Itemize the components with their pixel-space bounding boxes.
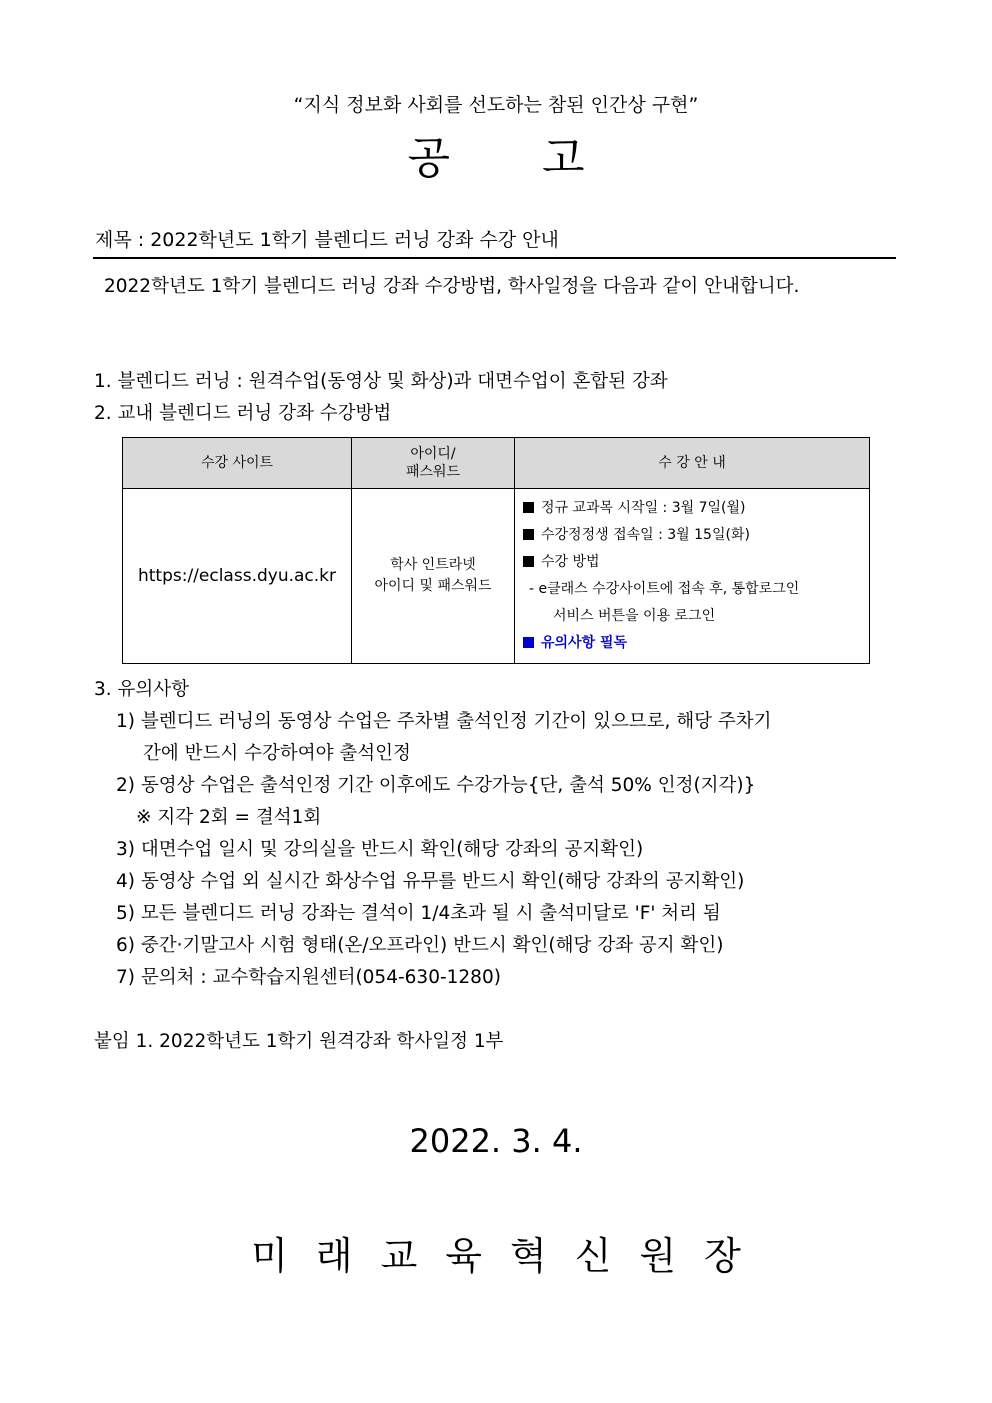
issue-date: 2022. 3. 4. <box>409 1122 583 1160</box>
header-site: 수강 사이트 <box>123 438 352 489</box>
guide-method-step: - e클래스 수강사이트에 접속 후, 통합로그인 <box>529 581 800 597</box>
square-bullet-icon <box>523 556 534 567</box>
notice-heading: 공고 <box>407 133 677 184</box>
note-2: 2) 동영상 수업은 출석인정 기간 이후에도 수강가능{단, 출석 50% 인정(지각)} <box>116 775 756 796</box>
guide-method-step-cont: 서비스 버튼을 이용 로그인 <box>553 608 716 624</box>
table-row <box>123 489 870 664</box>
header-credentials <box>352 438 515 489</box>
square-bullet-icon <box>523 529 534 540</box>
header-guide: 수 강 안 내 <box>515 438 870 489</box>
credentials-line1: 학사 인트라넷 <box>390 557 476 573</box>
item-3: 3. 유의사항 <box>94 679 190 700</box>
guide-method: 수강 방법 <box>541 554 600 570</box>
table-header-row <box>123 438 870 489</box>
guide-item <box>523 549 868 576</box>
credentials-line2: 아이디 및 패스워드 <box>374 578 492 594</box>
note-7: 7) 문의처 : 교수학습지원센터(054-630-1280) <box>116 967 501 988</box>
item-1: 1. 블렌디드 러닝 : 원격수업(동영상 및 화상)과 대면수업이 혼합된 강좌 <box>94 371 668 392</box>
slogan: “지식 정보화 사회를 선도하는 참된 인간상 구현” <box>293 94 699 116</box>
guide-item <box>523 630 868 657</box>
note-2-remark: ※ 지각 2회 = 결석1회 <box>136 807 322 828</box>
course-guide-table <box>122 437 870 664</box>
note-3: 3) 대면수업 일시 및 강의실을 반드시 확인(해당 강좌의 공지확인) <box>116 839 644 860</box>
credentials-cell <box>352 489 515 664</box>
subject-line: 제목 : 2022학년도 1학기 블렌디드 러닝 강좌 수강 안내 <box>95 229 559 251</box>
site-url-link[interactable]: https://eclass.dyu.ac.kr <box>123 489 352 664</box>
item-2: 2. 교내 블렌디드 러닝 강좌 수강방법 <box>94 403 392 424</box>
intro-paragraph: 2022학년도 1학기 블렌디드 러닝 강좌 수강방법, 학사일정을 다음과 같이 안내합니다. <box>104 276 800 297</box>
header-credentials-line1: 아이디/ <box>410 446 456 462</box>
square-bullet-icon <box>523 502 534 513</box>
guide-change-date: 수강정정생 접속일 : 3월 15일(화) <box>541 527 750 543</box>
subject-divider <box>93 257 896 259</box>
note-1-cont: 간에 반드시 수강하여야 출석인정 <box>143 743 411 764</box>
guide-item <box>523 495 868 522</box>
note-1: 1) 블렌디드 러닝의 동영상 수업은 주차별 출석인정 기간이 있으므로, 해당 주차기 <box>116 711 772 732</box>
note-4: 4) 동영상 수업 외 실시간 화상수업 유무를 반드시 확인(해당 강좌의 공지확인) <box>116 871 745 892</box>
guide-cell <box>515 489 870 664</box>
guide-notice: 유의사항 필독 <box>541 635 628 651</box>
note-6: 6) 중간·기말고사 시험 형태(온/오프라인) 반드시 확인(해당 강좌 공지 확인) <box>116 935 724 956</box>
note-5: 5) 모든 블렌디드 러닝 강좌는 결석이 1/4초과 될 시 출석미달로 'F' 처리 됨 <box>116 903 721 924</box>
square-bullet-icon <box>523 637 534 648</box>
header-credentials-line2: 패스워드 <box>405 464 461 480</box>
attachment-note: 붙임 1. 2022학년도 1학기 원격강좌 학사일정 1부 <box>94 1031 504 1052</box>
guide-item <box>523 522 868 549</box>
guide-start-date: 정규 교과목 시작일 : 3월 7일(월) <box>541 500 746 516</box>
issuer-name: 미래교육혁신원장 <box>251 1234 769 1278</box>
